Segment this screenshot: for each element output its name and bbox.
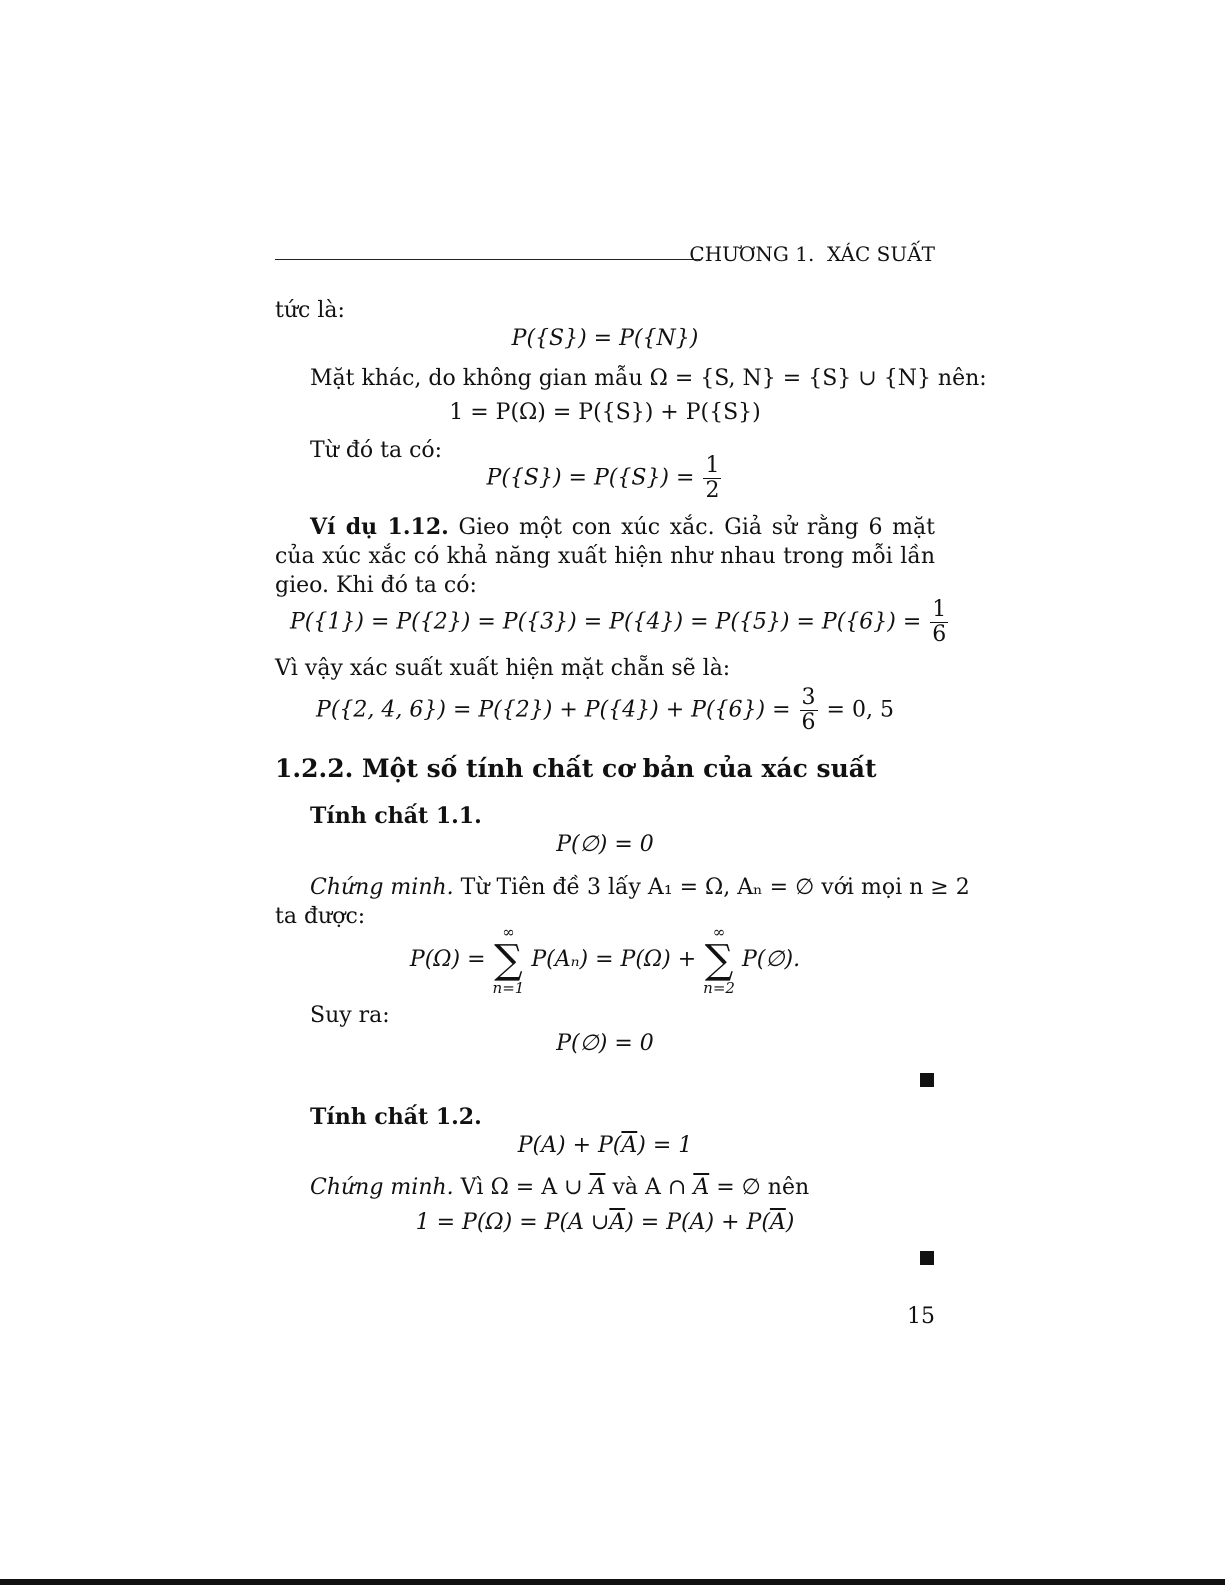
proof-line	[310, 874, 970, 902]
equation-part: ) = P(A) + P(	[625, 1210, 770, 1235]
equation-sum	[275, 924, 935, 996]
intro-text: tức là:	[275, 298, 345, 323]
equation-part: P(A) + P(	[517, 1133, 622, 1158]
equation-lhs: P({S}) = P({S}) =	[486, 465, 695, 491]
proof-text: Từ Tiên đề 3 lấy A₁ = Ω, Aₙ = ∅ với mọi n ≥ 2	[460, 875, 970, 900]
header-text	[689, 240, 935, 268]
equation: P(∅) = 0	[556, 1031, 654, 1056]
sum-upper: ∞	[712, 923, 726, 941]
header-title: XÁC SUẤT	[827, 242, 935, 266]
fraction	[703, 454, 721, 503]
paragraph-line: Suy ra:	[310, 1003, 390, 1028]
equation	[275, 1133, 935, 1158]
equation: P({S}) = P({N})	[511, 326, 699, 351]
equation-rhs: = 0, 5	[826, 697, 894, 723]
complement-symbol: $\overline{A}$	[769, 1210, 786, 1235]
equation-fraction	[275, 686, 935, 735]
header-rule	[275, 259, 701, 260]
example-label: Ví dụ 1.12.	[310, 514, 449, 540]
equation-fraction	[290, 597, 947, 647]
proof-part: = ∅ nên	[716, 1175, 810, 1200]
fraction-denominator: 2	[705, 478, 720, 503]
sum-operator	[703, 924, 735, 996]
sigma-symbol: ∑	[704, 937, 734, 983]
sum-upper: ∞	[502, 923, 515, 941]
qed-icon	[920, 1073, 934, 1087]
running-header	[275, 240, 935, 264]
fraction	[800, 686, 818, 735]
equation-lhs: P({2, 4, 6}) = P({2}) + P({4}) + P({6}) =	[316, 697, 791, 723]
sum-lower: n=2	[703, 979, 735, 997]
sum-term: P(Aₙ) = P(Ω) +	[531, 947, 697, 972]
scan-edge	[0, 1579, 1225, 1585]
proof-label: Chứng minh.	[310, 1175, 454, 1200]
sigma-symbol: ∑	[494, 937, 523, 983]
proof-line	[310, 1174, 809, 1202]
complement-symbol: $\overline{A}$	[621, 1133, 638, 1158]
equation: 1 = P(Ω) = P({S}) + P({S})	[449, 400, 761, 425]
example-text: Gieo một con xúc xắc. Giả sử rằng 6 mặt của xúc xắc có khả năng xuất hiện như nhau trong mỗi lần gieo. Khi đó ta có:	[275, 515, 935, 598]
equation-part: ) = 1	[637, 1133, 693, 1158]
complement-symbol: $\overline{A}$	[589, 1175, 606, 1200]
qed-icon	[920, 1251, 934, 1265]
section-heading: 1.2.2. Một số tính chất cơ bản của xác suất	[275, 754, 877, 783]
equation-fraction	[275, 454, 935, 503]
equation-lhs: P({1}) = P({2}) = P({3}) = P({4}) = P({5}) = P({6}) =	[290, 609, 922, 635]
complement-symbol: $\overline{A}$	[693, 1175, 710, 1200]
fraction-numerator: 1	[705, 453, 720, 478]
proof-part: Vì Ω = A ∪	[460, 1175, 583, 1200]
fraction	[930, 598, 948, 647]
page-number: 15	[907, 1304, 935, 1329]
property-label: Tính chất 1.1.	[310, 803, 482, 829]
equation	[275, 1210, 935, 1235]
fraction-numerator: 3	[801, 685, 816, 710]
fraction-denominator: 6	[932, 622, 947, 647]
paragraph-line: Mặt khác, do không gian mẫu Ω = {S, N} = {S} ∪ {N} nên:	[310, 366, 987, 391]
header-chapter: CHƯƠNG 1.	[689, 242, 815, 266]
equation-part: )	[785, 1210, 795, 1235]
sum-lower: n=1	[492, 979, 525, 997]
property-label: Tính chất 1.2.	[310, 1104, 482, 1130]
equation-lhs: P(Ω) =	[409, 947, 486, 972]
fraction-numerator: 1	[932, 597, 947, 622]
sum-operator	[493, 924, 525, 996]
example-paragraph	[275, 513, 935, 600]
fraction-denominator: 6	[801, 710, 816, 735]
paragraph-line: Vì vậy xác suất xuất hiện mặt chẵn sẽ là:	[275, 656, 731, 681]
paragraph-line: Từ đó ta có:	[310, 438, 443, 463]
proof-label: Chứng minh.	[310, 875, 454, 900]
proof-line: ta được:	[275, 904, 366, 929]
equation: P(∅) = 0	[556, 832, 654, 857]
sum-term: P(∅).	[741, 947, 801, 972]
complement-symbol: $\overline{A}$	[609, 1210, 626, 1235]
equation-part: 1 = P(Ω) = P(A ∪	[415, 1210, 610, 1235]
proof-part: và A ∩	[612, 1175, 687, 1200]
